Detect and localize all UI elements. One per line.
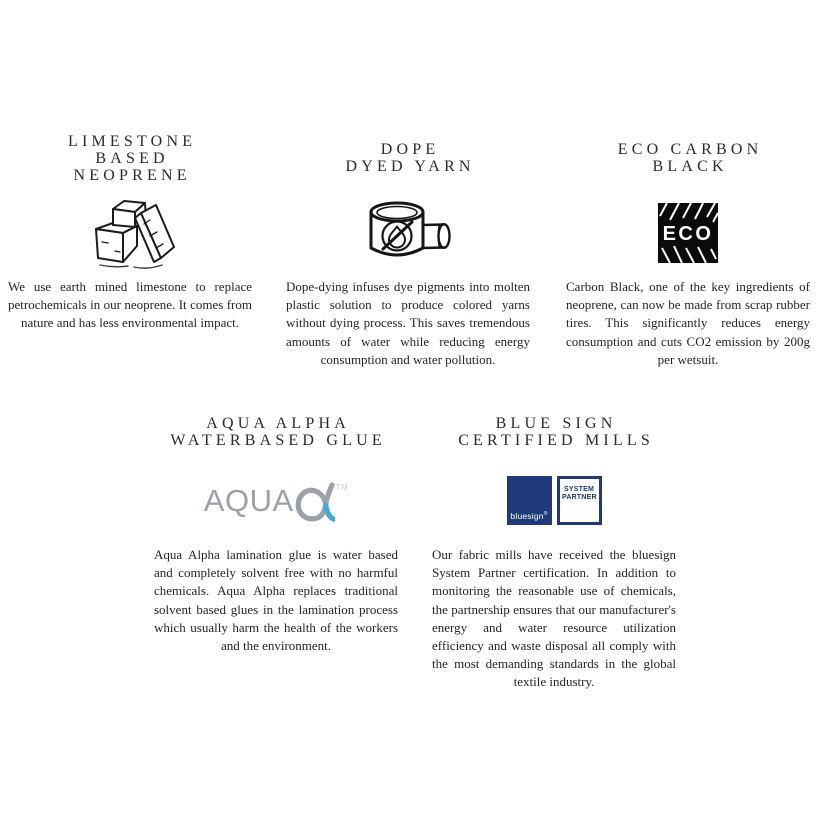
section-body-text: Our fabric mills have received the bluesign System Partner certification. In addition to monitoring the reasonable use of chemicals, the partnership ensures that our manufacturer's energy and water resource utilization efficiency and waste disposal all comply with the most demanding standards in the global textile industry. — [432, 547, 676, 690]
alpha-glyph-icon — [293, 481, 335, 523]
section-limestone-based-neoprene — [8, 128, 252, 333]
section-dope-dyed-yarn — [286, 128, 530, 369]
tire-tread-eco-icon — [566, 188, 810, 278]
heading-line: WATERBASED GLUE — [170, 432, 386, 449]
heading-line: NEOPRENE — [73, 166, 191, 184]
heading-line: BLACK — [652, 158, 728, 175]
eco-icon-text: ECO — [662, 223, 714, 245]
aqua-logo-wordmark: AQUA — [203, 482, 294, 518]
section-body-text: Aqua Alpha lamination glue is water based and completely solvent free with no harmful chemicals. Aqua Alpha replaces traditional solvent based glues in the lamination process which usually harm the health of the workers and the environment. — [154, 547, 398, 654]
heading-line: BLUE SIGN — [495, 415, 617, 432]
heading-line: LIMESTONE — [68, 132, 197, 150]
bluesign-square-icon — [507, 476, 552, 525]
heading-line: BASED — [95, 149, 169, 167]
heading-line: CERTIFIED MILLS — [458, 432, 654, 449]
heading-line: ECO CARBON — [617, 141, 763, 158]
section-body-text: Dope-dying infuses dye pigments into molten plastic solution to produce colored yarns without dying process. This saves tremendous amounts of water while reducing energy consumption and water pollution. — [286, 279, 530, 367]
section-body-text: We use earth mined limestone to replace petrochemicals in our neoprene. It comes from nature and has less environmental impact. — [8, 279, 252, 331]
registered-symbol: ® — [543, 510, 548, 517]
section-body-text: Carbon Black, one of the key ingredients of neoprene, can now be made from scrap rubber tires. This significantly reduces energy consumption and cuts CO2 emission by 200g per wetsuit. — [566, 279, 810, 367]
system-partner-label: SYSTEM PARTNER — [562, 485, 597, 502]
bluesign-system-partner-logo — [432, 454, 676, 546]
limestone-blocks-icon — [8, 188, 252, 278]
trademark-symbol: TM — [335, 483, 349, 492]
heading-line: DOPE — [380, 141, 440, 158]
section-blue-sign-certified-mills — [432, 410, 676, 692]
system-partner-square-icon — [557, 476, 602, 525]
section-heading — [566, 128, 810, 188]
yarn-spool-no-dye-icon — [286, 188, 530, 278]
section-heading — [432, 410, 676, 454]
aqua-alpha-logo — [154, 454, 398, 546]
section-eco-carbon-black — [566, 128, 810, 369]
section-heading — [286, 128, 530, 188]
section-aqua-alpha-waterbased-glue — [154, 410, 398, 655]
section-heading — [154, 410, 398, 454]
heading-line: AQUA ALPHA — [206, 415, 350, 432]
heading-line: DYED YARN — [345, 158, 475, 175]
bluesign-label: bluesign — [510, 510, 544, 521]
section-heading — [8, 128, 252, 188]
